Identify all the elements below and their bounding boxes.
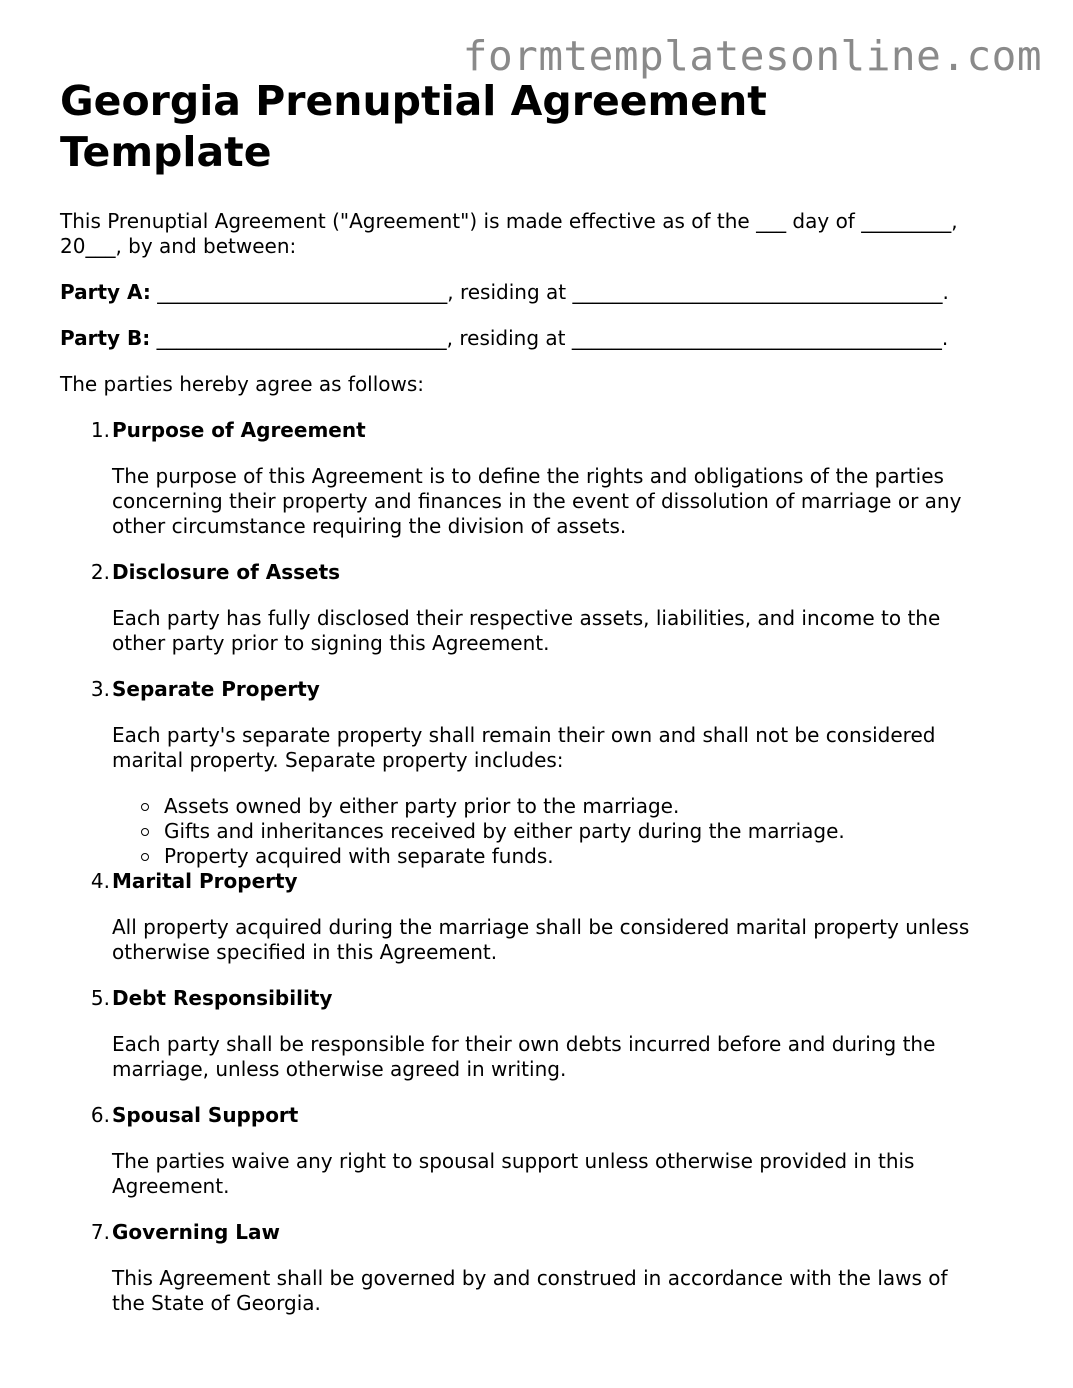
sections-list <box>60 418 1020 1316</box>
section-body <box>112 915 1020 965</box>
party-a-blanks: _____________________________, residing at _____________________________________. <box>150 280 949 304</box>
section-body <box>112 1149 1020 1199</box>
intro-line-1: This Prenuptial Agreement ("Agreement") is made effective as of the ___ day of _________, <box>60 209 958 233</box>
section-number: 7. <box>90 1220 110 1244</box>
body-line: marriage, unless otherwise agreed in writing. <box>112 1057 567 1081</box>
body-line: otherwise specified in this Agreement. <box>112 940 498 964</box>
list-item-text: Property acquired with separate funds. <box>164 844 554 868</box>
intro-paragraph <box>60 209 1020 259</box>
section-body <box>112 723 1020 773</box>
body-line: Agreement. <box>112 1174 230 1198</box>
circle-bullet-icon <box>141 853 149 861</box>
party-a-label: Party A: <box>60 280 151 304</box>
section-item <box>60 1103 1020 1199</box>
section-number: 2. <box>90 560 110 584</box>
list-item <box>112 794 1020 819</box>
body-line: other party prior to signing this Agreement. <box>112 631 550 655</box>
body-line: concerning their property and finances in the event of dissolution of marriage or any <box>112 489 962 513</box>
party-b-label: Party B: <box>60 326 151 350</box>
agreement-lead: The parties hereby agree as follows: <box>60 372 425 396</box>
section-number: 4. <box>90 869 110 893</box>
section-title: Disclosure of Assets <box>112 560 341 584</box>
section-number: 5. <box>90 986 110 1010</box>
section-title: Spousal Support <box>112 1103 299 1127</box>
watermark: formtemplatesonline.com <box>462 32 1042 80</box>
section-body <box>112 464 1020 539</box>
section-item <box>60 418 1020 539</box>
party-b-line <box>60 326 1020 351</box>
circle-bullet-icon <box>141 828 149 836</box>
separate-property-list <box>112 794 1020 869</box>
body-line: Each party shall be responsible for their own debts incurred before and during the <box>112 1032 936 1056</box>
section-body <box>112 606 1020 656</box>
list-item <box>112 819 1020 844</box>
section-item <box>60 560 1020 656</box>
body-line: The purpose of this Agreement is to define the rights and obligations of the parties <box>112 464 944 488</box>
section-title: Governing Law <box>112 1220 280 1244</box>
list-item-text: Gifts and inheritances received by either party during the marriage. <box>164 819 845 843</box>
section-item <box>60 986 1020 1082</box>
party-a-line <box>60 280 1020 305</box>
list-item-text: Assets owned by either party prior to the marriage. <box>164 794 680 818</box>
title-line-2: Template <box>60 128 272 176</box>
body-line: Each party's separate property shall remain their own and shall not be considered <box>112 723 936 747</box>
body-line: The parties waive any right to spousal support unless otherwise provided in this <box>112 1149 915 1173</box>
section-number: 6. <box>90 1103 110 1127</box>
list-item <box>112 844 1020 869</box>
body-line: This Agreement shall be governed by and construed in accordance with the laws of <box>112 1266 948 1290</box>
section-title: Purpose of Agreement <box>112 418 366 442</box>
body-line: marital property. Separate property includes: <box>112 748 564 772</box>
section-body <box>112 1032 1020 1082</box>
section-item <box>60 869 1020 965</box>
section-item <box>60 1220 1020 1316</box>
section-title: Marital Property <box>112 869 298 893</box>
circle-bullet-icon <box>141 803 149 811</box>
party-b-blanks: _____________________________, residing at _____________________________________. <box>150 326 949 350</box>
section-body <box>112 1266 1020 1316</box>
section-item <box>60 677 1020 869</box>
body-line: other circumstance requiring the division of assets. <box>112 514 627 538</box>
title-line-1: Georgia Prenuptial Agreement <box>60 77 767 125</box>
body-line: the State of Georgia. <box>112 1291 321 1315</box>
body-line: Each party has fully disclosed their respective assets, liabilities, and income to the <box>112 606 941 630</box>
body-line: All property acquired during the marriage shall be considered marital property unless <box>112 915 970 939</box>
section-number: 1. <box>90 418 110 442</box>
section-number: 3. <box>90 677 110 701</box>
document-page <box>60 76 1020 1316</box>
page-title <box>60 76 1020 178</box>
section-title: Debt Responsibility <box>112 986 333 1010</box>
section-title: Separate Property <box>112 677 320 701</box>
intro-line-2: 20___, by and between: <box>60 234 297 258</box>
